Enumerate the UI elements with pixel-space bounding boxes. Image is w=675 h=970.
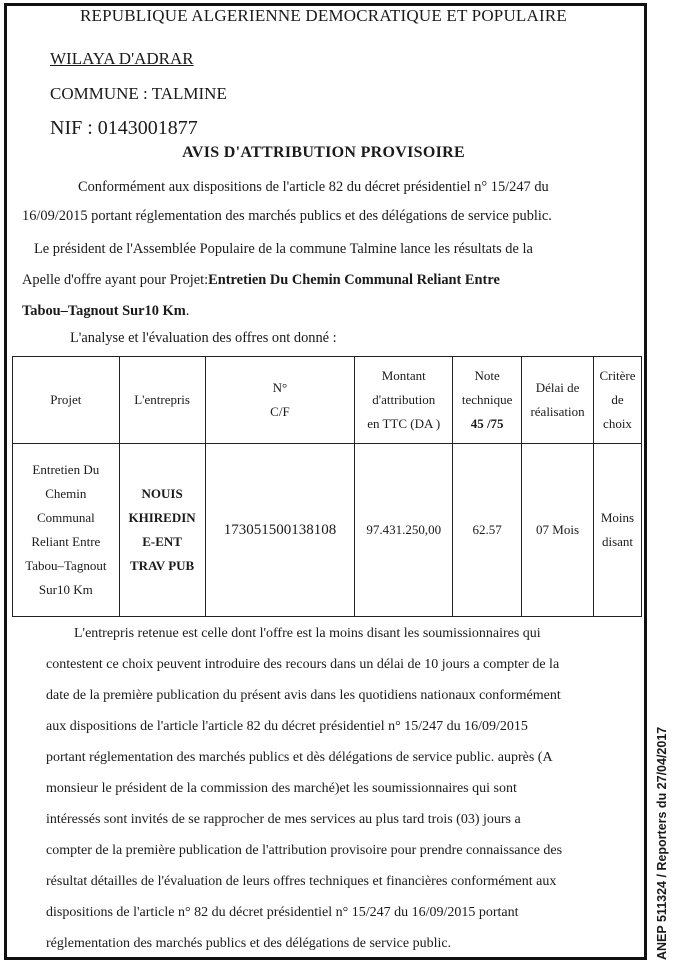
entreprise-line: KHIREDIN [128,510,196,525]
header-note-2: technique [461,392,513,407]
projet-line: Entretien Du [32,462,100,477]
announcement-prefix: Apelle d'offre ayant pour Projet: [22,272,209,288]
republic-header: REPUBLIQUE ALGERIENNE DEMOCRATIQUE ET POPULAIRE [80,6,567,25]
body-line: date de la première publication du présent avis dans les quotidiens nationaux conformément [46,688,561,703]
critere-line: disant [601,534,634,549]
projet-line: Chemin [45,486,87,501]
header-critere-2: de [611,392,624,407]
cell-projet [13,444,120,617]
header-delai [522,357,594,444]
body-line: résultat détailles de l'évaluation de leurs offres techniques et financières conformément aux [46,874,557,889]
header-montant [355,357,453,444]
analysis-line: L'analyse et l'évaluation des offres ont donné : [70,330,337,346]
header-critere-1: Critère [599,368,636,383]
announcement-line-1: Le président de l'Assemblée Populaire de la commune Talmine lance les résultats de la [34,241,533,257]
notice-title: AVIS D'ATTRIBUTION PROVISOIRE [182,144,465,161]
projet-line: Communal [36,510,95,525]
results-table [12,356,642,617]
body-line: portant réglementation des marchés publics et dès délégations de service public. auprès (A [46,750,553,765]
header-cf: C/F [270,404,290,419]
body-line: contestent ce choix peuvent introduire des recours dans un délai de 10 jours a compter de la [46,657,560,672]
body-line: dispositions de l'article n° 82 du décret présidentiel n° 15/247 du 16/09/2015 portant [46,905,519,920]
announcement-line-2 [22,265,533,296]
entreprise-line: TRAV PUB [130,558,195,573]
header-delai-2: réalisation [530,404,585,419]
cell-nif: 173051500138108 [205,444,355,617]
header-critere-3: choix [603,416,632,431]
header-nif [205,357,355,444]
nif-line: NIF : 0143001877 [50,117,198,139]
table-header-row [13,357,642,444]
body-line: aux dispositions de l'article l'article 82 du décret présidentiel n° 15/247 du 16/09/2015 [46,719,528,734]
body-line: réglementation des marchés publics et des délégations de service public. [46,936,452,951]
cell-note: 62.57 [453,444,522,617]
header-num: N° [272,380,288,395]
cell-delai: 07 Mois [522,444,594,617]
body-line: compter de la première publication de l'attribution provisoire pour prendre connaissance des [46,843,563,858]
critere-line: Moins [600,510,635,525]
commune-line: COMMUNE : TALMINE [50,84,227,103]
intro-paragraph [22,172,552,232]
entreprise-line: NOUIS [141,486,183,501]
header-projet: Projet [13,357,120,444]
intro-line-2: 16/09/2015 portant réglementation des marchés publics et des délégations de service public. [22,208,552,224]
project-name-part-2: Tabou–Tagnout Sur10 Km [22,303,186,319]
cell-montant: 97.431.250,00 [355,444,453,617]
projet-line: Sur10 Km [38,582,93,597]
header-note [453,357,522,444]
cell-critere [593,444,641,617]
intro-line-1: Conformément aux dispositions de l'article 82 du décret présidentiel n° 15/247 du [78,179,549,195]
announcement-paragraph [22,234,533,327]
header-montant-3: en TTC (DA ) [367,416,441,431]
header-montant-2: d'attribution [372,392,436,407]
body-line: monsieur le président de la commission des marché)et les soumissionnaires qui sont [46,781,517,796]
projet-line: Reliant Entre [31,534,101,549]
table-row [13,444,642,617]
header-delai-1: Délai de [535,380,580,395]
entreprise-line: E-ENT [142,534,182,549]
publication-side-note: ANEP 511324 / Reporters du 27/04/2017 [655,726,669,960]
header-critere [593,357,641,444]
body-line: intéressés sont invités de se rapprocher de mes services au plus tard trois (03) jours a [46,812,521,827]
header-note-3: 45 /75 [470,416,504,431]
closing-paragraph [46,618,562,959]
project-name-part-1: Entretien Du Chemin Communal Reliant Entre [208,272,500,288]
announcement-line-3 [22,296,533,327]
wilaya-line: WILAYA D'ADRAR [50,49,194,68]
cell-entreprise [119,444,205,617]
header-entreprise: L'entrepris [119,357,205,444]
announcement-period: . [185,303,190,319]
header-montant-1: Montant [381,368,426,383]
body-line: L'entrepris retenue est celle dont l'offre est la moins disant les soumissionnaires qui [74,626,541,641]
header-note-1: Note [474,368,500,383]
projet-line: Tabou–Tagnout [25,558,107,573]
